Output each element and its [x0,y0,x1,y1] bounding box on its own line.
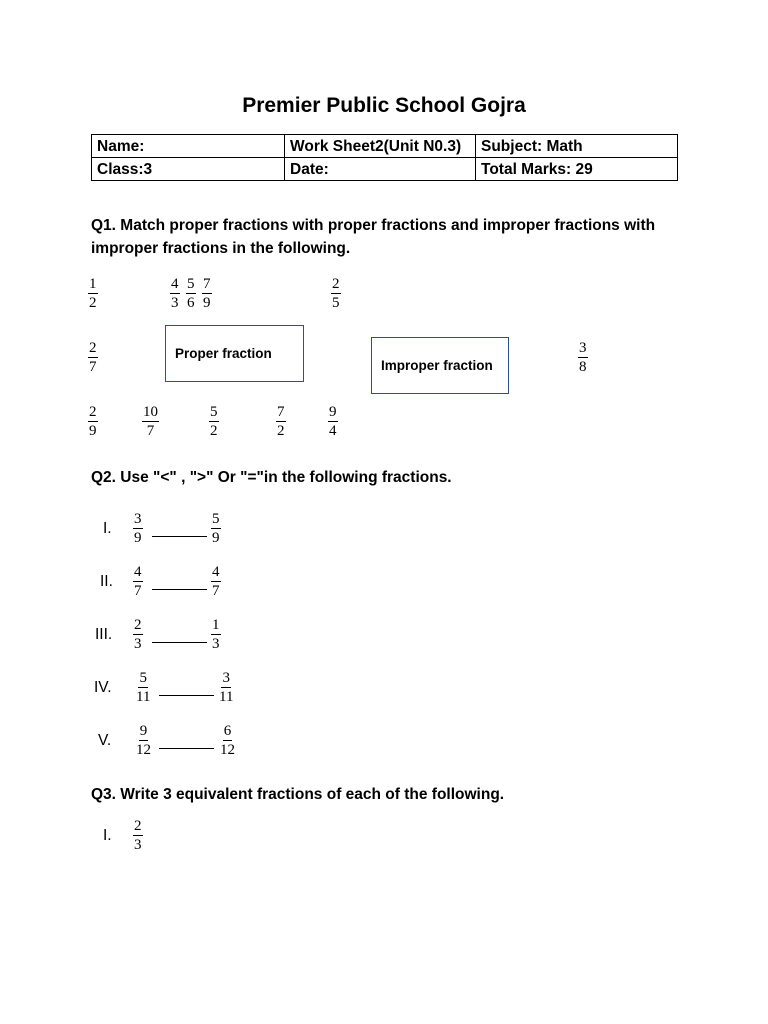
denominator: 7 [89,359,97,375]
proper-fraction-box [165,325,304,382]
denominator: 7 [212,583,220,599]
proper-fraction-label: Proper fraction [175,346,272,361]
q1-fraction [328,404,338,440]
q1-fraction [186,276,196,312]
q2-item-numeral: II. [100,573,113,590]
answer-blank [152,642,207,643]
q1-fraction [88,404,98,440]
denominator: 3 [134,636,142,652]
q2-right-fraction [219,670,233,706]
page-title: Premier Public School Gojra [242,94,526,117]
denominator: 2 [89,295,97,311]
answer-blank [159,748,214,749]
denominator: 8 [579,359,587,375]
numerator: 3 [222,670,230,686]
numerator: 2 [134,818,142,834]
q2-left-fraction [136,723,151,759]
denominator: 12 [220,742,235,758]
q1-fraction [88,340,98,376]
q1-fraction [331,276,341,312]
numerator: 2 [332,276,340,292]
q2-left-fraction [136,670,150,706]
q3-question: Q3. Write 3 equivalent fractions of each of the following. [91,786,505,803]
q2-right-fraction [211,564,221,600]
denominator: 3 [134,837,142,853]
denominator: 7 [146,423,155,439]
q1-fraction [578,340,588,376]
q1-fraction [142,404,159,440]
improper-fraction-box [371,337,509,394]
numerator: 9 [139,723,148,739]
name-cell: Name: [92,135,285,158]
q2-right-fraction [220,723,235,759]
numerator: 5 [212,511,220,527]
denominator: 11 [136,689,151,705]
q2-item-numeral: I. [103,520,112,537]
denominator: 9 [134,530,142,546]
numerator: 5 [139,670,147,686]
total-marks-cell: Total Marks: 29 [476,158,678,181]
denominator: 4 [329,423,337,439]
numerator: 7 [203,276,211,292]
subject-cell: Subject: Math [476,135,678,158]
q3-item-numeral: I. [103,827,112,844]
improper-fraction-label: Improper fraction [381,358,493,373]
numerator: 4 [212,564,220,580]
numerator: 2 [134,617,142,633]
q2-right-fraction [211,511,221,547]
info-table [91,134,678,181]
denominator: 11 [219,689,234,705]
numerator: 5 [187,276,195,292]
numerator: 1 [89,276,97,292]
class-cell: Class:3 [92,158,285,181]
numerator: 9 [329,404,337,420]
q1-line1: Q1. Match proper fractions with proper fractions and improper fractions with [91,217,656,234]
date-cell: Date: [285,158,476,181]
denominator: 12 [136,742,151,758]
q1-fraction [202,276,212,312]
denominator: 3 [212,636,220,652]
numerator: 10 [143,404,158,420]
denominator: 9 [203,295,211,311]
q3-fraction [133,818,143,854]
numerator: 4 [134,564,142,580]
answer-blank [159,695,214,696]
q1-line2: improper fractions in the following. [91,240,351,257]
q2-right-fraction [211,617,221,653]
numerator: 3 [134,511,142,527]
q2-item-numeral: V. [98,732,112,749]
info-row [92,158,678,181]
numerator: 5 [210,404,218,420]
q2-left-fraction [133,511,143,547]
numerator: 7 [277,404,285,420]
numerator: 4 [171,276,179,292]
numerator: 2 [89,404,97,420]
denominator: 3 [171,295,179,311]
q1-fraction [170,276,180,312]
q1-fraction [209,404,219,440]
denominator: 2 [277,423,285,439]
q2-item-numeral: III. [95,626,113,643]
denominator: 6 [187,295,195,311]
answer-blank [152,536,207,537]
denominator: 9 [212,530,220,546]
denominator: 9 [89,423,97,439]
numerator: 1 [212,617,220,633]
numerator: 3 [579,340,587,356]
q1-fraction [276,404,286,440]
numerator: 2 [89,340,97,356]
worksheet-cell: Work Sheet2(Unit N0.3) [285,135,476,158]
denominator: 7 [134,583,142,599]
q2-left-fraction [133,617,143,653]
denominator: 2 [210,423,218,439]
q2-question: Q2. Use "<" , ">" Or "="in the following fractions. [91,469,452,486]
q2-item-numeral: IV. [94,679,112,696]
q1-question [91,214,655,260]
q1-fraction [88,276,98,312]
numerator: 6 [223,723,232,739]
info-row [92,135,678,158]
q2-left-fraction [133,564,143,600]
denominator: 5 [332,295,340,311]
answer-blank [152,589,207,590]
